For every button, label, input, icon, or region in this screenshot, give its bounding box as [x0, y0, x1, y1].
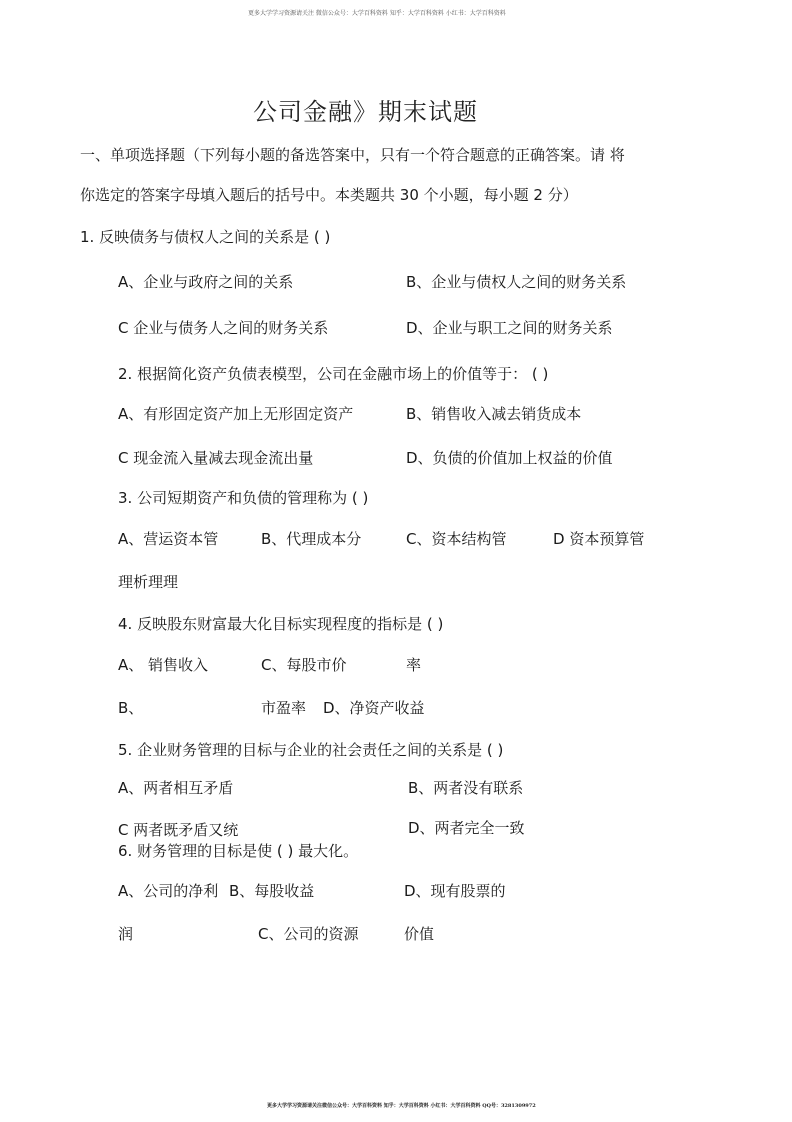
- question-3-continuation: 理析理理: [118, 573, 179, 591]
- question-6-stem: 6. 财务管理的目标是使 ( ) 最大化。: [118, 842, 359, 860]
- question-6-fragment-run: 润: [118, 925, 134, 943]
- question-6-fragment-value: 价值: [404, 925, 435, 943]
- question-3-option-c: C、资本结构管: [406, 530, 507, 548]
- question-6-option-d: D、现有股票的: [404, 882, 506, 900]
- question-5-option-b: B、两者没有联系: [408, 779, 524, 797]
- question-3-stem: 3. 公司短期资产和负债的管理称为 ( ): [118, 489, 369, 507]
- question-6-option-a: A、公司的净利: [118, 882, 219, 900]
- question-4-fragment-pe: 市盈率: [261, 699, 307, 717]
- question-2-option-d: D、负债的价值加上权益的价值: [406, 449, 613, 467]
- section-instructions-line2: 你选定的答案字母填入题后的括号中。本类题共 30 个小题，每小题 2 分）: [80, 186, 578, 204]
- question-1-option-b: B、企业与债权人之间的财务关系: [406, 273, 627, 291]
- question-4-option-b: B、: [118, 699, 144, 717]
- question-2-stem: 2. 根据简化资产负债表模型，公司在金融市场上的价值等于： ( ): [118, 365, 549, 383]
- question-6-option-b: B、每股收益: [229, 882, 315, 900]
- question-4-option-d: D、净资产收益: [323, 699, 425, 717]
- page-title: 公司金融》期末试题: [253, 98, 478, 126]
- footer-watermark: 更多大学学习资源请关注微信公众号：大学百科资料 知乎：大学百科资料 小红书：大学百科资料 QQ号：3281309972: [267, 1103, 536, 1109]
- question-3-option-b: B、代理成本分: [261, 530, 362, 548]
- question-5-option-c: C 两者既矛盾又统: [118, 821, 239, 839]
- question-1-stem: 1. 反映债务与债权人之间的关系是 ( ): [80, 228, 331, 246]
- question-3-option-a: A、营运资本管: [118, 530, 219, 548]
- question-4-option-c: C、每股市价: [261, 656, 347, 674]
- question-2-option-a: A、有形固定资产加上无形固定资产: [118, 405, 354, 423]
- question-4-stem: 4. 反映股东财富最大化目标实现程度的指标是 ( ): [118, 615, 444, 633]
- question-1-option-c: C 企业与债务人之间的财务关系: [118, 319, 329, 337]
- header-watermark: 更多大学学习资源请关注 微信公众号：大学百科资料 知乎：大学百科资料 小红书：大学百科资料: [248, 10, 506, 17]
- question-4-option-a: A、 销售收入: [118, 656, 209, 674]
- question-5-option-a: A、两者相互矛盾: [118, 779, 234, 797]
- question-5-option-d: D、两者完全一致: [408, 819, 525, 837]
- question-2-option-c: C 现金流入量减去现金流出量: [118, 449, 314, 467]
- question-3-option-d: D 资本预算管: [553, 530, 645, 548]
- section-instructions-line1: 一、单项选择题（下列每小题的备选答案中，只有一个符合题意的正确答案。请 将: [80, 146, 625, 164]
- question-1-option-d: D、企业与职工之间的财务关系: [406, 319, 613, 337]
- question-1-option-a: A、企业与政府之间的关系: [118, 273, 294, 291]
- question-6-option-c: C、公司的资源: [258, 925, 359, 943]
- question-5-stem: 5. 企业财务管理的目标与企业的社会责任之间的关系是 ( ): [118, 741, 504, 759]
- question-4-fragment-rate: 率: [406, 656, 422, 674]
- question-2-option-b: B、销售收入减去销货成本: [406, 405, 582, 423]
